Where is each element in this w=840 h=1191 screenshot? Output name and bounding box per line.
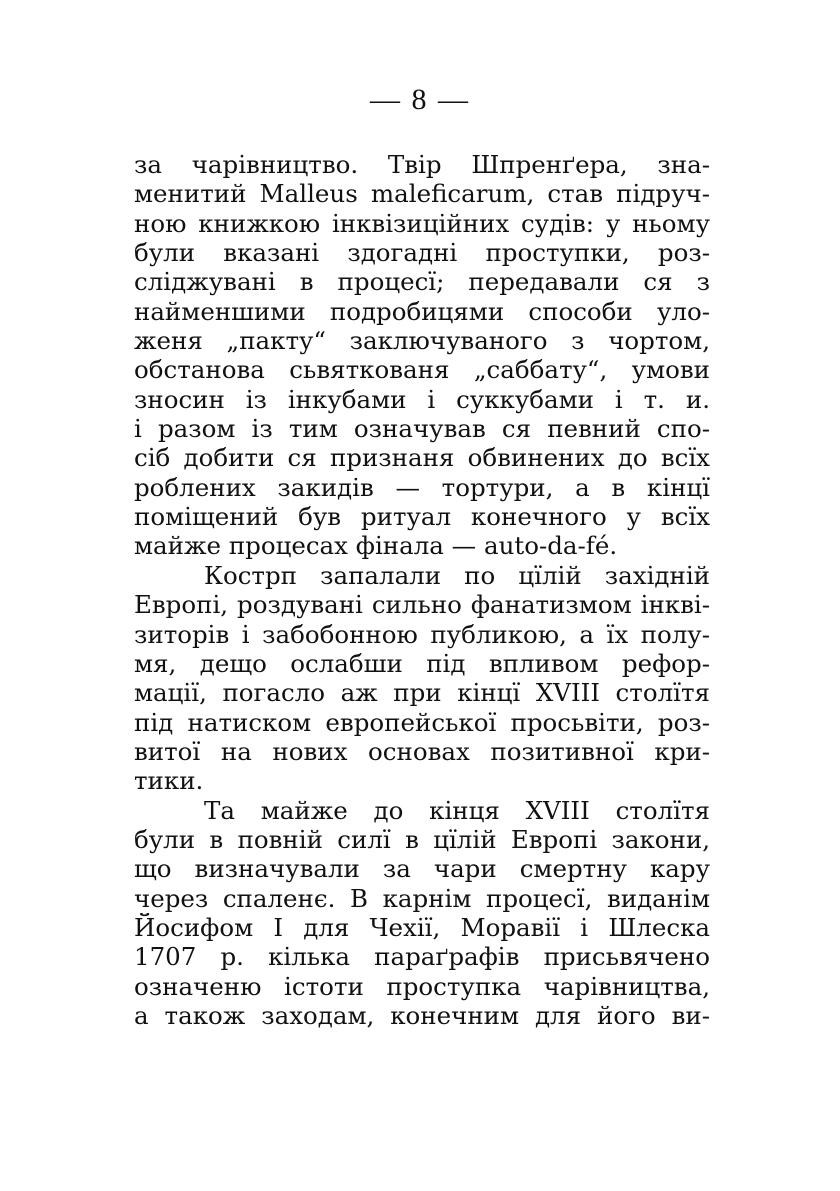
paragraph-end-line: тики. (134, 766, 204, 796)
text-line: менитий Malleus maleficarum, став підруч- (134, 179, 710, 209)
text-line: Йосифом I для Чехії, Моравії і Шлеска (134, 912, 710, 942)
text-line: обстанова сьвяткованя „саббату“, умови (134, 355, 710, 385)
body-text (134, 150, 710, 1030)
paragraph-start-line: Кострп запалали по цїлій західній (204, 560, 710, 590)
page-number: — 8 — (370, 83, 470, 116)
text-line: роблених закидів — тортури, а в кінцї (134, 472, 710, 502)
text-line: сліджувані в процесї; передавали ся з (134, 267, 710, 297)
text-line: женя „пакту“ заключуваного з чортом, (134, 326, 710, 356)
text-line: витої на нових основах позитивної кри- (134, 736, 710, 766)
text-line: зиторів і забобонною публикою, а їх полу- (134, 619, 710, 649)
text-line: за чарівництво. Твір Шпренґера, зна- (134, 150, 710, 179)
text-line: поміщений був ритуал конечного у всїх (134, 502, 710, 532)
text-line: ною книжкою інквізиційних судів: у ньому (134, 208, 710, 238)
text-line: означеню істоти проступка чарівництва, (134, 971, 710, 1001)
text-line: найменшими подробицями способи уло- (134, 296, 710, 326)
text-line: мя, дещо ослабши під впливом рефор- (134, 648, 710, 678)
text-line: були вказані здогадні проступки, роз- (134, 238, 710, 268)
text-line: а також заходам, конечним для його ви- (134, 1000, 710, 1030)
text-line: мації, погасло аж при кінцї XVIII столїтя (134, 678, 710, 708)
text-line: і разом із тим означував ся певний спо- (134, 414, 710, 444)
text-line: через спаленє. В карнім процесї, виданім (134, 883, 710, 913)
text-line: Европі, роздувані сильно фанатизмом інкві- (134, 590, 710, 620)
text-line: сіб добити ся признаня обвинених до всїх (134, 443, 710, 473)
text-line: що визначували за чари смертну кару (134, 854, 710, 884)
text-line: 1707 р. кілька параґрафів присьвячено (134, 942, 710, 972)
text-line: під натиском европейської просьвіти, роз- (134, 707, 710, 737)
text-line: зносин із інкубами і суккубами і т. и. (134, 384, 710, 414)
text-line: були в повній силї в цїлій Европі закони, (134, 824, 710, 854)
paragraph-end-line: майже процесах фінала — auto-da-fé. (134, 531, 618, 561)
paragraph-start-line: Та майже до кінця XVIII столїтя (204, 795, 710, 825)
